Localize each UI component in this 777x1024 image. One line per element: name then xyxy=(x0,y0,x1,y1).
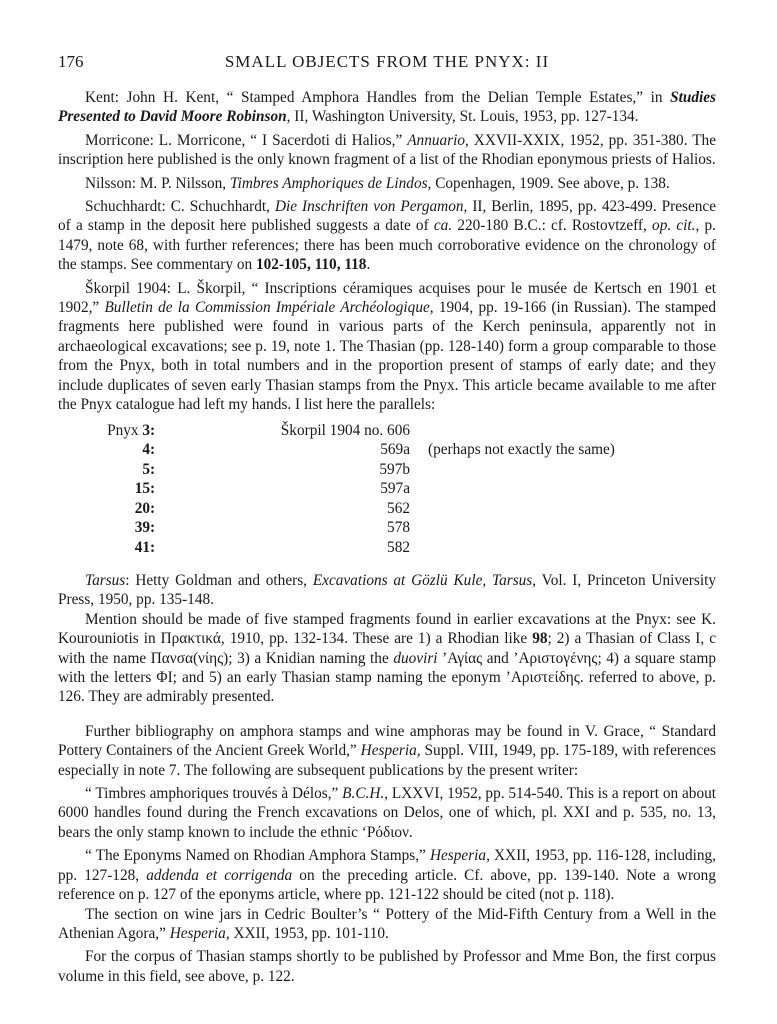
parallels-row: 39 : 578 xyxy=(134,519,410,536)
bib-entry-timbres: “ Timbres amphoriques trouvés à Délos,” B.C.H., LXXVI, 1952, pp. 514-540. This is a report on about 6000 handles found during the French excavations on Delos, one of which, pl. XXI and p. 535, no. 13, bears the only stamp known to include the ethnic ‘Ρόδιον. xyxy=(58,785,716,841)
parallels-row: 4 : 569a (perhaps not exactly the same) xyxy=(142,441,615,458)
bib-entry-wine-jars: The section on wine jars in Cedric Boulter’s “ Pottery of the Mid-Fifth Century from a Well in the Athenian Agora,” Hesperia, XXII, 1953, pp. 101-110. xyxy=(58,905,716,942)
paragraph-further-bibliography: Further bibliography on amphora stamps and wine amphoras may be found in V. Grace, “ Standard Pottery Containers of the Ancient Greek World,” Hesperia, Suppl. VIII, 1949, pp. 175-189, with references especially in note 7. The following are subsequent publications by the present writer: xyxy=(58,722,716,779)
running-head: SMALL OBJECTS FROM THE PNYX: II xyxy=(224,52,550,71)
page xyxy=(58,52,716,986)
bib-entry-schuchhardt: Schuchhardt: C. Schuchhardt, Die Inschriften von Pergamon, II, Berlin, 1895, pp. 423-499. Presence of a stamp in the deposit here published suggests a date of ca. 220-180 B.C.: cf. Rostovtzeff, op. cit., p. 1479, note 68, with further references; there has been much corroborative evidence on the chronology of the stamps. See commentary on 102-105, 110, 118. xyxy=(58,198,716,274)
paragraph-mention: Mention should be made of five stamped fragments found in earlier excavations at the Pnyx: see K. Kourouniotis in Πρακτικά, 1910, pp. 132-134. These are 1) a Rhodian like 98; 2) a Thasian of Class I, c with the name Πανσα(νίης); 3) a Knidian naming the duoviri ’Αγίας and ’Αριστογένης; 4) a square stamp with the letters ΦΙ; and 5) an early Thasian stamp naming the eponym ’Αριστείδης. referred to above, p. 126. They are admirably presented. xyxy=(58,610,716,706)
parallels-row: Pnyx 3 : Škorpil 1904 no. 606 xyxy=(107,421,410,439)
bib-entry-tarsus: Tarsus: Hetty Goldman and others, Excavations at Gözlü Kule, Tarsus, Vol. I, Princeton University Press, 1950, pp. 135-148. xyxy=(58,572,716,609)
parallels-row: 41 : 582 xyxy=(134,538,410,556)
paragraph-corpus: For the corpus of Thasian stamps shortly to be published by Professor and Mme Bon, the first corpus volume in this field, see above, p. 122. xyxy=(58,948,716,985)
page-number: 176 xyxy=(58,52,84,71)
bib-entry-morricone: Morricone: L. Morricone, “ I Sacerdoti di Halios,” Annuario, XXVII-XXIX, 1952, pp. 351-380. The inscription here published is the only known fragment of a list of the Rhodian eponymous priests of Halios. xyxy=(58,131,716,169)
bib-entry-kent: Kent: John H. Kent, “ Stamped Amphora Handles from the Delian Temple Estates,” in Studies Presented to David Moore Robinson, II, Washington University, St. Louis, 1953, pp. 127-134. xyxy=(58,89,716,126)
bib-entry-eponyms: “ The Eponyms Named on Rhodian Amphora Stamps,” Hesperia, XXII, 1953, pp. 116-128, including, pp. 127-128, addenda et corrigenda on the preceding article. Cf. above, pp. 139-140. Note a wrong reference on p. 127 of the eponyms article, where pp. 121-122 should be cited (not p. 118). xyxy=(58,847,716,904)
parallels-table xyxy=(58,421,716,558)
parallels-row: 20 : 562 xyxy=(134,499,410,517)
bib-entry-skorpil: Škorpil 1904: L. Škorpil, “ Inscriptions céramiques acquises pour le musée de Kertsch en 1901 et 1902,” Bulletin de la Commission Impériale Archéologique, 1904, pp. 19-166 (in Russian). The stamped fragments here published were found in various parts of the Kerch peninsula, apparently not in archaeological excavations; see p. 19, note 1. The Thasian (pp. 128-140) form a group comparable to those from the Pnyx, both in total numbers and in the proportion present of stamps of early date; and they include duplicates of seven early Thasian stamps from the Pnyx. This article became available to me after the Pnyx catalogue had left my hands. I list here the parallels: xyxy=(58,279,716,414)
parallels-row: 15 : 597a xyxy=(134,480,410,497)
parallels-row: 5 : 597b xyxy=(142,460,410,478)
page-header xyxy=(58,52,716,88)
bib-entry-nilsson: Nilsson: M. P. Nilsson, Timbres Amphoriques de Lindos, Copenhagen, 1909. See above, p. 138. xyxy=(85,174,670,192)
